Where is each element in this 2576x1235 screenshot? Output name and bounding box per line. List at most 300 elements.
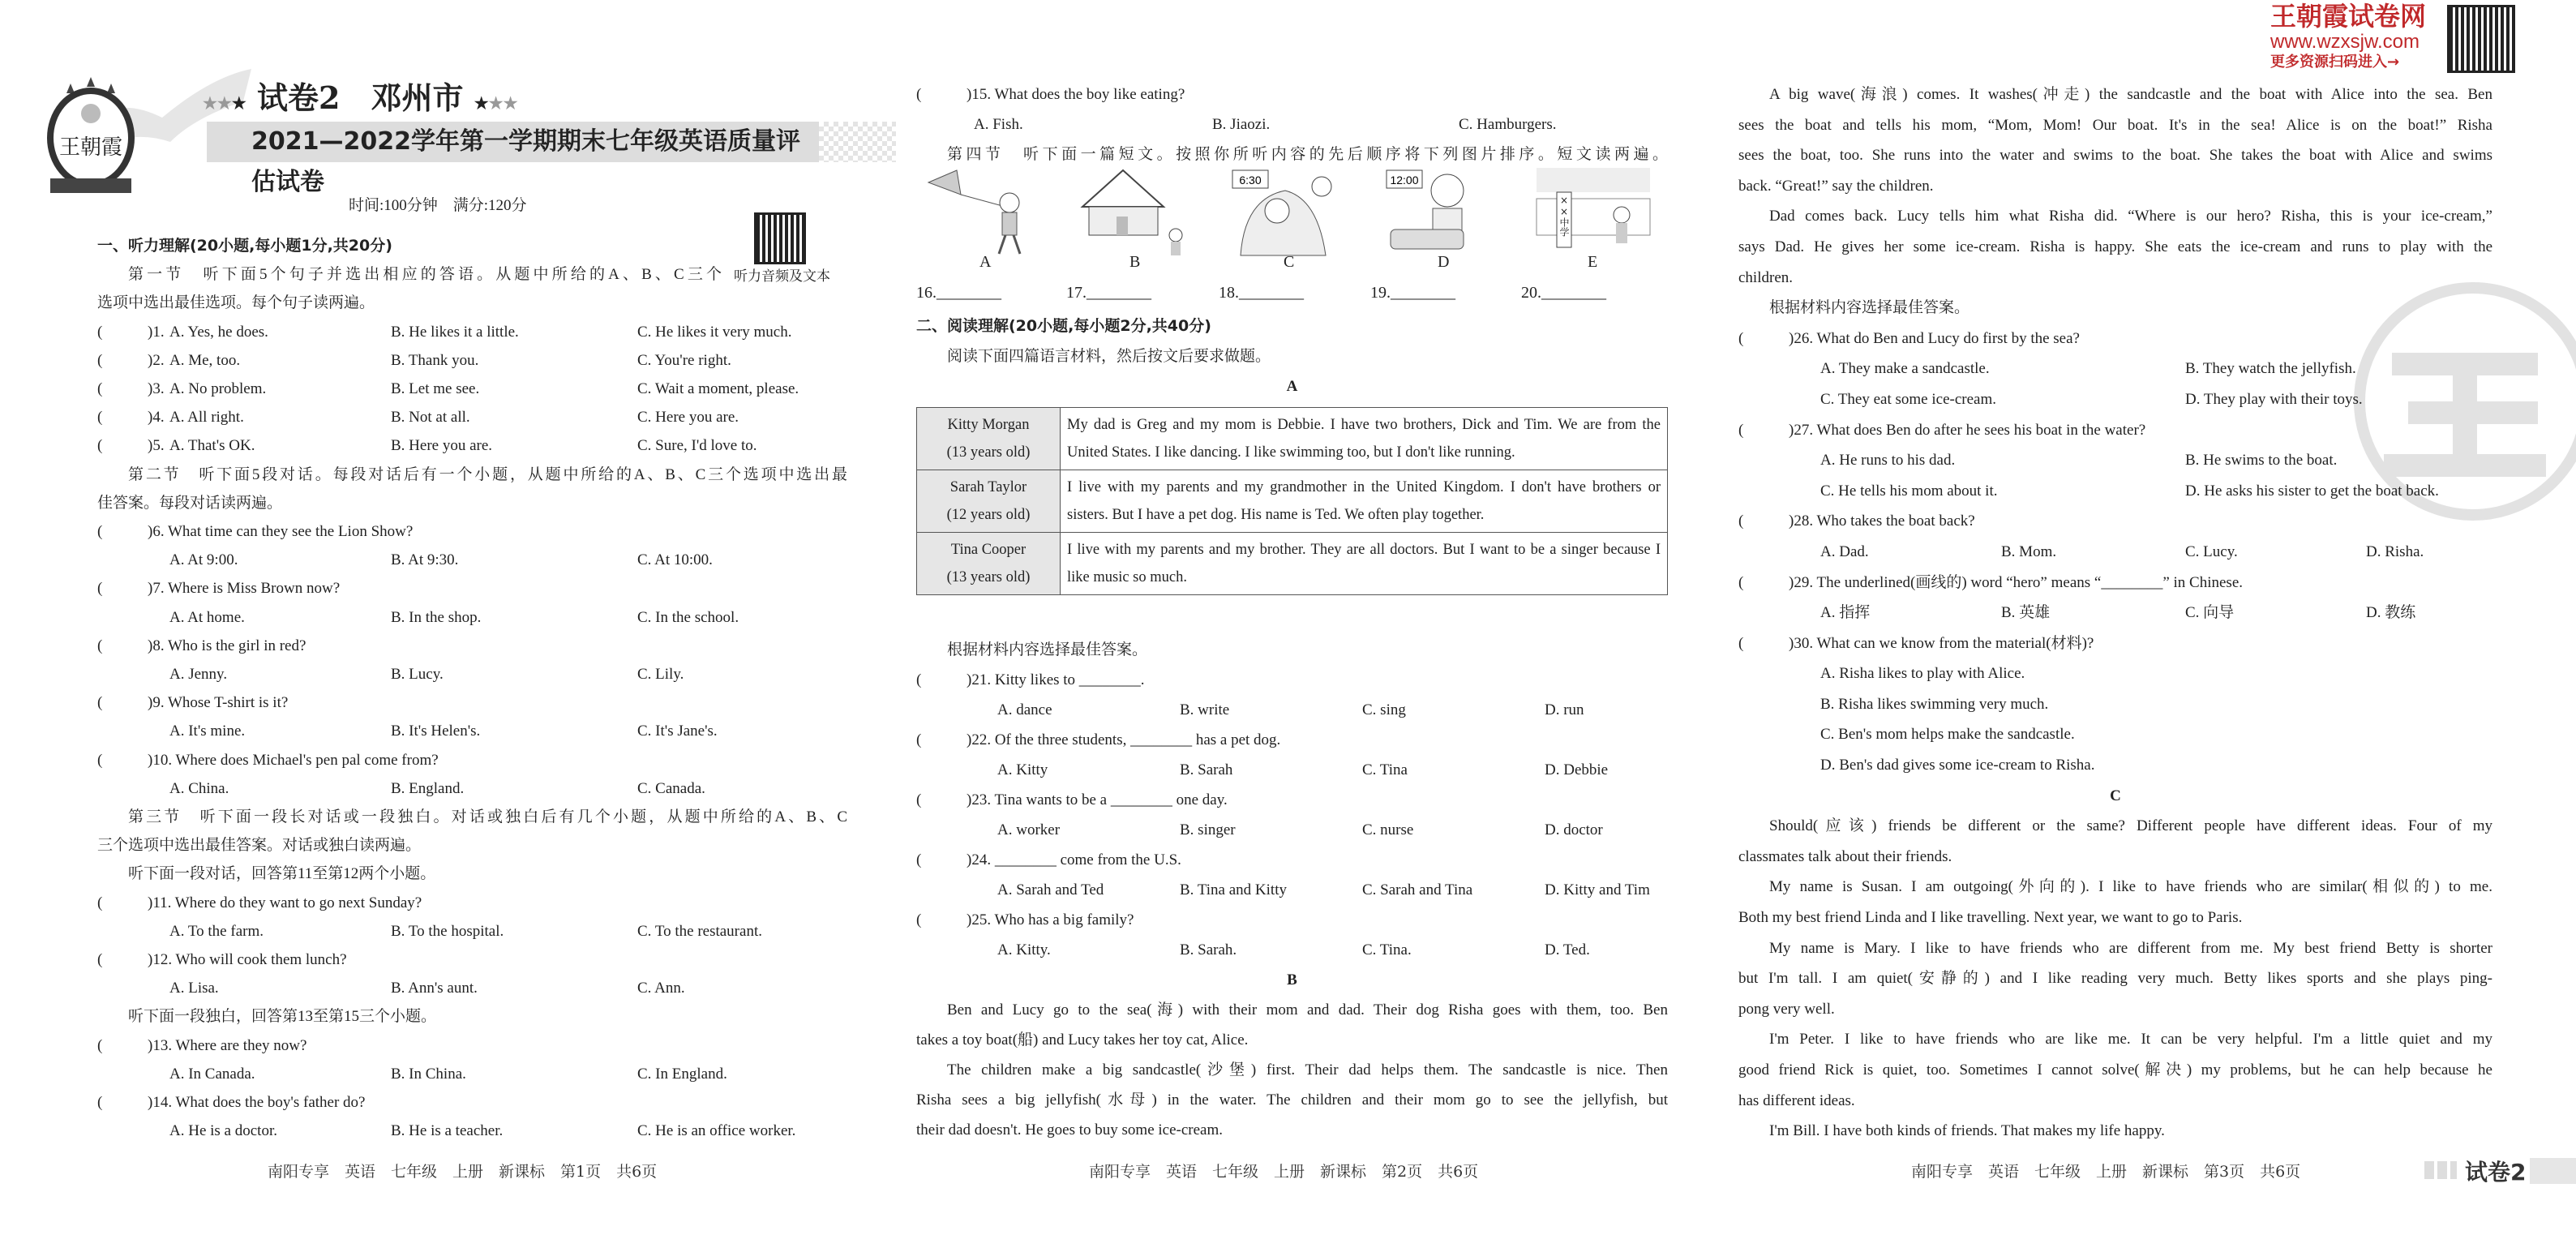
options-row — [1738, 537, 2492, 568]
bracket-close: ) — [148, 380, 153, 398]
column-2-reading — [916, 635, 1668, 1145]
question-text: 13. Where are they now? — [152, 1036, 307, 1054]
question-row — [916, 785, 1668, 815]
svg-text:王朝霞: 王朝霞 — [58, 135, 123, 160]
picture-label: D — [1438, 253, 1450, 271]
student-name-cell — [917, 470, 1061, 533]
text-line: says Dad. He gives her some ice-cream. Risha is happy. She eats the ice-cream and runs to play with the — [1738, 238, 2492, 255]
options-row — [916, 815, 1668, 845]
option[interactable]: C. They eat some ice-cream. — [1820, 390, 1996, 408]
option[interactable]: B. In China. — [391, 1065, 466, 1083]
brand-url[interactable]: www.wzxsjw.com — [2270, 31, 2420, 53]
options-row — [916, 755, 1668, 785]
question-row — [1738, 506, 2492, 537]
option[interactable]: B. singer — [1180, 821, 1236, 838]
student-name-cell — [917, 408, 1061, 470]
option[interactable]: A. No problem. — [169, 380, 267, 398]
girl-eating-lunch-icon — [1382, 166, 1504, 257]
student-name: Kitty Morgan — [947, 417, 1030, 433]
question-number: 5. — [152, 437, 165, 455]
bracket-close: ) — [148, 351, 153, 369]
question-text: 25. Who has a big family? — [971, 911, 1134, 928]
bracket-close: ) — [148, 580, 153, 598]
answer-bracket[interactable]: ( — [916, 731, 922, 748]
option[interactable]: A. Kitty. — [997, 941, 1051, 958]
corner-badge: 试卷2 — [2465, 1159, 2527, 1186]
student-name: Tina Cooper — [950, 542, 1027, 558]
girl-flying-kite-icon — [924, 166, 1046, 257]
picture-label: A — [979, 253, 992, 271]
question-row — [97, 946, 847, 974]
option[interactable]: C. Ann. — [637, 980, 685, 997]
page-footer-1: 南阳专享 英语 七年级 上册 新课标 第1页 共6页 — [268, 1163, 658, 1181]
text-line: A big wave(海浪) comes. It washes(冲走) the sandcastle and the boat with Alice into the sea. Ben — [1769, 86, 2492, 103]
question-text: 12. Who will cook them lunch? — [152, 951, 347, 969]
option[interactable]: B. Risha likes swimming very much. — [1820, 695, 2049, 713]
answer-blank[interactable]: 17.________ — [1066, 284, 1151, 302]
student-name: Sarah Taylor — [949, 479, 1027, 495]
answer-bracket[interactable]: ( — [916, 851, 922, 868]
option[interactable]: A. dance — [997, 701, 1052, 718]
column-3 — [1738, 79, 2492, 1147]
question-row — [97, 1031, 847, 1060]
corner-badge-bar — [2530, 1158, 2576, 1184]
option[interactable]: B. He is a teacher. — [391, 1122, 504, 1140]
option[interactable]: B. It's Helen's. — [391, 723, 481, 740]
bracket-close: ) — [148, 637, 153, 654]
bracket-close: ) — [967, 851, 972, 868]
option[interactable]: B. He swims to the boat. — [2185, 452, 2338, 470]
question-text: 24. ________ come from the U.S. — [971, 851, 1181, 868]
column-1 — [97, 232, 847, 1146]
answer-blank[interactable]: 19.________ — [1370, 284, 1455, 302]
question-text: 11. Where do they want to go next Sunday? — [152, 894, 422, 911]
answer-bracket[interactable]: ( — [97, 580, 103, 598]
brand-cta: 更多资源扫码进入→ — [2270, 54, 2400, 71]
text-line: Ben and Lucy go to the sea(海) with their mom and dad. Their dog Risha goes with them, too. Ben — [947, 1001, 1668, 1018]
text-line: back. “Great!” say the children. — [1738, 177, 1934, 195]
bracket-close: ) — [1789, 512, 1794, 530]
bracket-close: ) — [1789, 329, 1794, 347]
option[interactable]: A. Me, too. — [169, 351, 241, 369]
option[interactable]: A. Yes, he does. — [169, 323, 268, 341]
question-text: 28. Who takes the boat back? — [1794, 512, 1975, 530]
text-line: their dad doesn't. He goes to buy some ice-cream. — [916, 1121, 1224, 1139]
question-row — [916, 79, 1668, 109]
option[interactable]: C. In the school. — [637, 608, 739, 626]
text-line: 第三节 听下面一段长对话或一段独白。对话或独白后有几个小题，从题中所给的A、B、C — [128, 808, 847, 826]
question-number: 1. — [152, 323, 165, 341]
answer-bracket[interactable]: ( — [97, 894, 103, 911]
answer-bracket[interactable]: ( — [97, 1036, 103, 1054]
text-line: 听下面一段对话，回答第11至第12两个小题。 — [128, 865, 436, 883]
option[interactable]: A. He runs to his dad. — [1820, 452, 1956, 470]
text-line: 选项中选出最佳选项。每个句子读两遍。 — [97, 294, 375, 312]
bracket-close: ) — [148, 437, 153, 455]
options-row — [97, 660, 847, 688]
picture-label: B — [1129, 253, 1141, 271]
text-line: My name is Mary. I like to have friends who are different from me. My best friend Betty is shorter — [1769, 939, 2492, 957]
student-description: My dad is Greg and my mom is Debbie. I have two brothers, Dick and Tim. We are from the United States. I like dancing. I like swimming too, but I don't like running. — [1061, 408, 1668, 470]
qr-caption: 听力音频及文本 — [734, 268, 830, 285]
option[interactable]: C. Ben's mom helps make the sandcastle. — [1820, 726, 2075, 744]
options-row — [916, 935, 1668, 965]
text-line: 根据材料内容选择最佳答案。 — [1769, 299, 1970, 317]
question-text: 30. What can we know from the material(材料)? — [1794, 634, 2094, 652]
question-row — [97, 403, 847, 431]
option[interactable]: B. At 9:30. — [391, 551, 459, 569]
corner-badge-decoration — [2424, 1161, 2457, 1179]
answer-bracket[interactable]: ( — [97, 380, 103, 398]
answer-bracket[interactable]: ( — [916, 86, 922, 103]
question-number: 4. — [152, 409, 165, 427]
answer-bracket[interactable]: ( — [1738, 512, 1744, 530]
answer-bracket[interactable]: ( — [1738, 573, 1744, 591]
bracket-close: ) — [967, 791, 972, 808]
table-row — [917, 470, 1668, 533]
question-row — [97, 517, 847, 546]
options-row — [1738, 598, 2492, 628]
question-text: 26. What do Ben and Lucy do first by the sea? — [1794, 329, 2080, 347]
option[interactable]: D. He asks his sister to get the boat back. — [2185, 482, 2439, 500]
question-row — [97, 375, 847, 403]
text-line: takes a toy boat(船) and Lucy takes her toy cat, Alice. — [916, 1031, 1249, 1048]
bracket-close: ) — [148, 523, 153, 541]
options-row — [97, 974, 847, 1002]
option[interactable]: C. Wait a moment, please. — [637, 380, 799, 398]
option[interactable]: A. Dad. — [1820, 542, 1869, 560]
star-icon: ★★ — [488, 93, 518, 113]
question-row — [1738, 324, 2492, 354]
column-2-reading-intro — [916, 311, 1668, 401]
student-profile-table — [916, 407, 1668, 595]
student-description: I live with my parents and my grandmother in the United Kingdom. I don't have brothers or sisters. But I have a pet dog. His name is Ted. We often play together. — [1061, 470, 1668, 533]
answer-bracket[interactable]: ( — [97, 637, 103, 654]
answer-bracket[interactable]: ( — [97, 437, 103, 455]
option[interactable]: B. In the shop. — [391, 608, 482, 626]
bracket-close: ) — [148, 409, 153, 427]
time-info: 时间:100分钟 满分:120分 — [349, 197, 527, 214]
answer-bracket[interactable]: ( — [916, 671, 922, 688]
option[interactable]: A. worker — [997, 821, 1061, 838]
option[interactable]: B. Tina and Kitty — [1180, 881, 1287, 898]
question-text: 7. Where is Miss Brown now? — [152, 580, 341, 598]
answer-bracket[interactable]: ( — [1738, 634, 1744, 652]
question-text: 21. Kitty likes to ________. — [971, 671, 1145, 688]
answer-bracket[interactable]: ( — [97, 323, 103, 341]
text-line: 听下面一段独白，回答第13至第15三个小题。 — [128, 1008, 437, 1026]
option[interactable]: D. 教练 — [2366, 604, 2416, 622]
school-sign: ××中学 — [1558, 195, 1570, 237]
answer-bracket[interactable]: ( — [97, 751, 103, 769]
table-row — [917, 408, 1668, 470]
option[interactable]: B. Not at all. — [391, 409, 470, 427]
answer-blank[interactable]: 18.________ — [1219, 284, 1304, 302]
option[interactable]: B. To the hospital. — [391, 922, 504, 940]
question-row — [97, 688, 847, 717]
question-row — [97, 346, 847, 375]
bracket-close: ) — [148, 323, 153, 341]
option[interactable]: B. England. — [391, 779, 465, 797]
text-line: Dad comes back. Lucy tells him what Risha did. “Where is our hero? Risha, this is your ice-cream,” — [1769, 208, 2492, 225]
text-line: sees the boat and tells his mom, “Mom, Mom! Our boat. It's in the sea! Alice is on the boat!” Risha — [1738, 116, 2492, 134]
bracket-close: ) — [148, 894, 153, 911]
passage-label: B — [1287, 971, 1297, 988]
answer-blank[interactable]: 20.________ — [1521, 284, 1606, 302]
question-text: 10. Where does Michael's pen pal come from? — [152, 751, 439, 769]
bracket-close: ) — [148, 951, 153, 969]
text-line: Should(应该) friends be different or the same? Different people have different ideas. Four of my — [1769, 817, 2492, 835]
option[interactable]: A. In Canada. — [169, 1065, 255, 1083]
question-text: 8. Who is the girl in red? — [152, 637, 306, 654]
question-row — [916, 905, 1668, 935]
option[interactable]: B. Thank you. — [391, 351, 479, 369]
options-row — [1738, 689, 2492, 720]
option[interactable]: A. That's OK. — [169, 437, 255, 455]
passage-label: C — [2110, 787, 2121, 804]
checker-decoration — [819, 122, 896, 162]
option[interactable]: D. run — [1545, 701, 1584, 718]
text-line: 第四节 听下面一篇短文。按照你所听内容的先后顺序将下列图片排序。短文读两遍。 — [947, 146, 1668, 163]
option[interactable]: A. Risha likes to play with Alice. — [1820, 665, 2025, 683]
question-row — [97, 318, 847, 346]
section-heading: 一、听力理解(20小题,每小题1分,共20分) — [97, 237, 392, 255]
clock-time: 6:30 — [1239, 174, 1262, 187]
answer-bracket[interactable]: ( — [1738, 329, 1744, 347]
answer-bracket[interactable]: ( — [97, 351, 103, 369]
exam-title: 2021—2022学年第一学期期末七年级英语质量评估试卷 — [207, 122, 819, 162]
options-row — [1738, 384, 2492, 415]
bracket-close: ) — [148, 1036, 153, 1054]
answer-bracket[interactable]: ( — [97, 1094, 103, 1112]
options-row — [97, 546, 847, 574]
page-footer-3: 南阳专享 英语 七年级 上册 新课标 第3页 共6页 — [1911, 1163, 2301, 1181]
option[interactable]: D. Debbie — [1545, 761, 1609, 778]
question-text: 14. What does the boy's father do? — [152, 1094, 366, 1112]
option[interactable]: A. They make a sandcastle. — [1820, 360, 1990, 378]
option[interactable]: A. Sarah and Ted — [997, 881, 1104, 898]
option[interactable]: A. Lisa. — [169, 980, 219, 997]
options-row — [1738, 354, 2492, 384]
option[interactable]: C. He tells his mom about it. — [1820, 482, 1998, 500]
question-text: 6. What time can they see the Lion Show? — [152, 523, 414, 541]
option[interactable]: C. At 10:00. — [637, 551, 713, 569]
bracket-close: ) — [1789, 573, 1794, 591]
option[interactable]: C. Sure, I'd love to. — [637, 437, 757, 455]
text-line: 佳答案。每段对话读两遍。 — [97, 494, 283, 512]
options-row — [97, 917, 847, 946]
text-line: 根据材料内容选择最佳答案。 — [947, 641, 1148, 658]
option[interactable]: C. Lily. — [637, 666, 684, 684]
student-age: (12 years old) — [946, 507, 1031, 523]
option[interactable]: C. In England. — [637, 1065, 727, 1083]
question-row — [97, 632, 847, 660]
text-line: My name is Susan. I am outgoing(外向的). I like to have friends who are similar(相似的) to me. — [1769, 878, 2492, 896]
option[interactable]: C. Canada. — [637, 779, 705, 797]
answer-bracket[interactable]: ( — [97, 951, 103, 969]
page-footer-2: 南阳专享 英语 七年级 上册 新课标 第2页 共6页 — [1089, 1163, 1479, 1181]
brand-qr-code-icon[interactable] — [2447, 5, 2515, 73]
house-icon — [1074, 166, 1196, 257]
question-row — [1738, 568, 2492, 598]
options-row — [1738, 445, 2492, 476]
options-row — [1738, 750, 2492, 781]
bracket-close: ) — [967, 86, 972, 103]
option[interactable]: A. China. — [169, 779, 229, 797]
bracket-close: ) — [148, 1094, 153, 1112]
question-text: 9. Whose T-shirt is it? — [152, 694, 289, 712]
option[interactable]: A. Jenny. — [169, 666, 228, 684]
option[interactable]: C. He is an office worker. — [637, 1122, 796, 1140]
options-row — [1738, 476, 2492, 507]
text-line: pong very well. — [1738, 1000, 1835, 1018]
options-row — [916, 875, 1668, 905]
question-row — [916, 665, 1668, 695]
brand-logo — [42, 77, 139, 199]
option[interactable]: C. Hamburgers. — [1459, 116, 1557, 133]
question-row — [1738, 415, 2492, 446]
girl-at-school-icon — [1532, 166, 1654, 257]
answer-blank[interactable]: 16.________ — [916, 284, 1001, 302]
star-icon: ★ — [231, 93, 246, 113]
option[interactable]: D. Risha. — [2366, 542, 2424, 560]
option[interactable]: C. nurse — [1362, 821, 1414, 838]
bracket-close: ) — [967, 731, 972, 748]
option[interactable]: A. To the farm. — [169, 922, 264, 940]
brand-name: 王朝霞试卷网 — [2270, 1, 2427, 32]
text-line: 第二节 听下面5段对话。每段对话后有一个小题，从题中所给的A、B、C三个选项中选出最 — [128, 465, 847, 483]
option[interactable]: C. Tina — [1362, 761, 1408, 778]
option[interactable]: B. They watch the jellyfish. — [2185, 360, 2356, 378]
option[interactable]: B. Mom. — [2001, 542, 2057, 560]
question-text: 29. The underlined(画线的) word “hero” means “________” in Chinese. — [1794, 573, 2244, 591]
option[interactable]: C. Lucy. — [2185, 542, 2238, 560]
student-age: (13 years old) — [946, 444, 1031, 461]
options-row — [1738, 658, 2492, 689]
text-line: Risha sees a big jellyfish(水母) in the water. The children and their mom go to see the jellyfish, but — [916, 1091, 1668, 1108]
option[interactable]: C. He likes it very much. — [637, 323, 792, 341]
table-row — [917, 533, 1668, 595]
option[interactable]: C. sing — [1362, 701, 1406, 718]
option[interactable]: D. Kitty and Tim — [1545, 881, 1650, 898]
bracket-close: ) — [967, 911, 972, 928]
option[interactable]: B. Let me see. — [391, 380, 480, 398]
option[interactable]: B. Sarah — [1180, 761, 1233, 778]
answer-bracket[interactable]: ( — [916, 791, 922, 808]
answer-bracket[interactable]: ( — [97, 694, 103, 712]
option[interactable]: A. It's mine. — [169, 723, 246, 740]
option[interactable]: C. It's Jane's. — [637, 723, 718, 740]
question-text: 22. Of the three students, ________ has a pet dog. — [971, 731, 1281, 748]
answer-bracket[interactable]: ( — [1738, 421, 1744, 439]
text-line: 第一节 听下面5个句子并选出相应的答语。从题中所给的A、B、C三个 — [128, 266, 722, 284]
question-row — [97, 746, 847, 774]
text-line: Both my best friend Linda and I like travelling. Next year, we want to go to Paris. — [1738, 909, 2243, 927]
option[interactable]: B. Ann's aunt. — [391, 980, 478, 997]
option[interactable]: B. 英雄 — [2001, 604, 2051, 622]
option[interactable]: A. 指挥 — [1820, 604, 1871, 622]
answer-bracket[interactable]: ( — [916, 911, 922, 928]
text-line: classmates talk about their friends. — [1738, 847, 1952, 865]
option[interactable]: C. Here you are. — [637, 409, 739, 427]
question-row — [916, 725, 1668, 755]
question-text: 27. What does Ben do after he sees his boat in the water? — [1794, 421, 2146, 439]
option[interactable]: A. Fish. — [974, 116, 1023, 133]
option[interactable]: A. At 9:00. — [169, 551, 238, 569]
option[interactable]: B. He likes it a little. — [391, 323, 519, 341]
option[interactable]: B. Jiaozi. — [1212, 116, 1271, 133]
option[interactable]: B. Lucy. — [391, 666, 444, 684]
star-icon: ★ — [474, 93, 489, 113]
option[interactable]: D. doctor — [1545, 821, 1603, 838]
column-2-listening — [916, 79, 1668, 169]
text-line: but I'm tall. I am quiet(安静的) and I like reading very much. Betty likes sports and she plays ping- — [1738, 970, 2492, 988]
text-line: 三个选项中选出最佳答案。对话或独白读两遍。 — [97, 837, 422, 855]
answer-bracket[interactable]: ( — [97, 523, 103, 541]
option[interactable]: A. At home. — [169, 608, 245, 626]
option[interactable]: D. They play with their toys. — [2185, 390, 2363, 408]
question-text: 15. What does the boy like eating? — [971, 86, 1185, 103]
option[interactable]: C. You're right. — [637, 351, 731, 369]
option[interactable]: C. Sarah and Tina — [1362, 881, 1473, 898]
option[interactable]: A. All right. — [169, 409, 244, 427]
student-name-cell — [917, 533, 1061, 595]
text-line: I'm Peter. I like to have friends who are like me. It can be very helpful. I'm a little quiet and my — [1769, 1031, 2492, 1048]
question-row — [1738, 628, 2492, 659]
options-row — [97, 1060, 847, 1088]
question-text: 23. Tina wants to be a ________ one day. — [971, 791, 1228, 808]
options-row — [1738, 719, 2492, 750]
option[interactable]: B. Sarah. — [1180, 941, 1237, 958]
question-number: 3. — [152, 380, 165, 398]
text-line: children. — [1738, 268, 1794, 286]
text-line: good friend Rick is quiet, too. Sometimes I cannot solve(解决) my problems, but he can help because he — [1738, 1061, 2492, 1078]
question-number: 2. — [152, 351, 165, 369]
option[interactable]: B. Here you are. — [391, 437, 493, 455]
text-line: I'm Bill. I have both kinds of friends. That makes my life happy. — [1769, 1122, 2165, 1140]
girl-waking-up-icon — [1228, 166, 1350, 257]
brand-block — [2270, 2, 2426, 71]
option[interactable]: C. Tina. — [1362, 941, 1412, 958]
option[interactable]: D. Ted. — [1545, 941, 1590, 958]
section-heading: 二、阅读理解(20小题,每小题2分,共40分) — [916, 317, 1211, 335]
option[interactable]: A. He is a doctor. — [169, 1122, 277, 1140]
question-row — [97, 889, 847, 917]
option[interactable]: A. Kitty — [997, 761, 1048, 778]
options-row — [97, 774, 847, 803]
option[interactable]: C. 向导 — [2185, 604, 2235, 622]
paper-title-row — [203, 73, 518, 118]
option[interactable]: B. write — [1180, 701, 1230, 718]
bracket-close: ) — [967, 671, 972, 688]
text-line: The children make a big sandcastle(沙堡) first. Their dad helps them. The sandcastle is nice. Then — [947, 1061, 1668, 1078]
question-row — [97, 431, 847, 460]
bracket-close: ) — [148, 694, 153, 712]
paper-title: 试卷2 邓州市 — [257, 79, 464, 116]
option[interactable]: C. To the restaurant. — [637, 922, 762, 940]
text-line: has different ideas. — [1738, 1091, 1855, 1109]
clock-time: 12:00 — [1390, 174, 1419, 187]
option[interactable]: D. Ben's dad gives some ice-cream to Risha. — [1820, 757, 2095, 774]
star-icon: ★★ — [203, 93, 232, 113]
picture-label: C — [1284, 253, 1295, 271]
picture-label: E — [1588, 253, 1598, 271]
bracket-close: ) — [1789, 634, 1794, 652]
answer-bracket[interactable]: ( — [97, 409, 103, 427]
passage-label: A — [1286, 378, 1298, 395]
options-row — [97, 603, 847, 632]
options-row — [916, 695, 1668, 725]
